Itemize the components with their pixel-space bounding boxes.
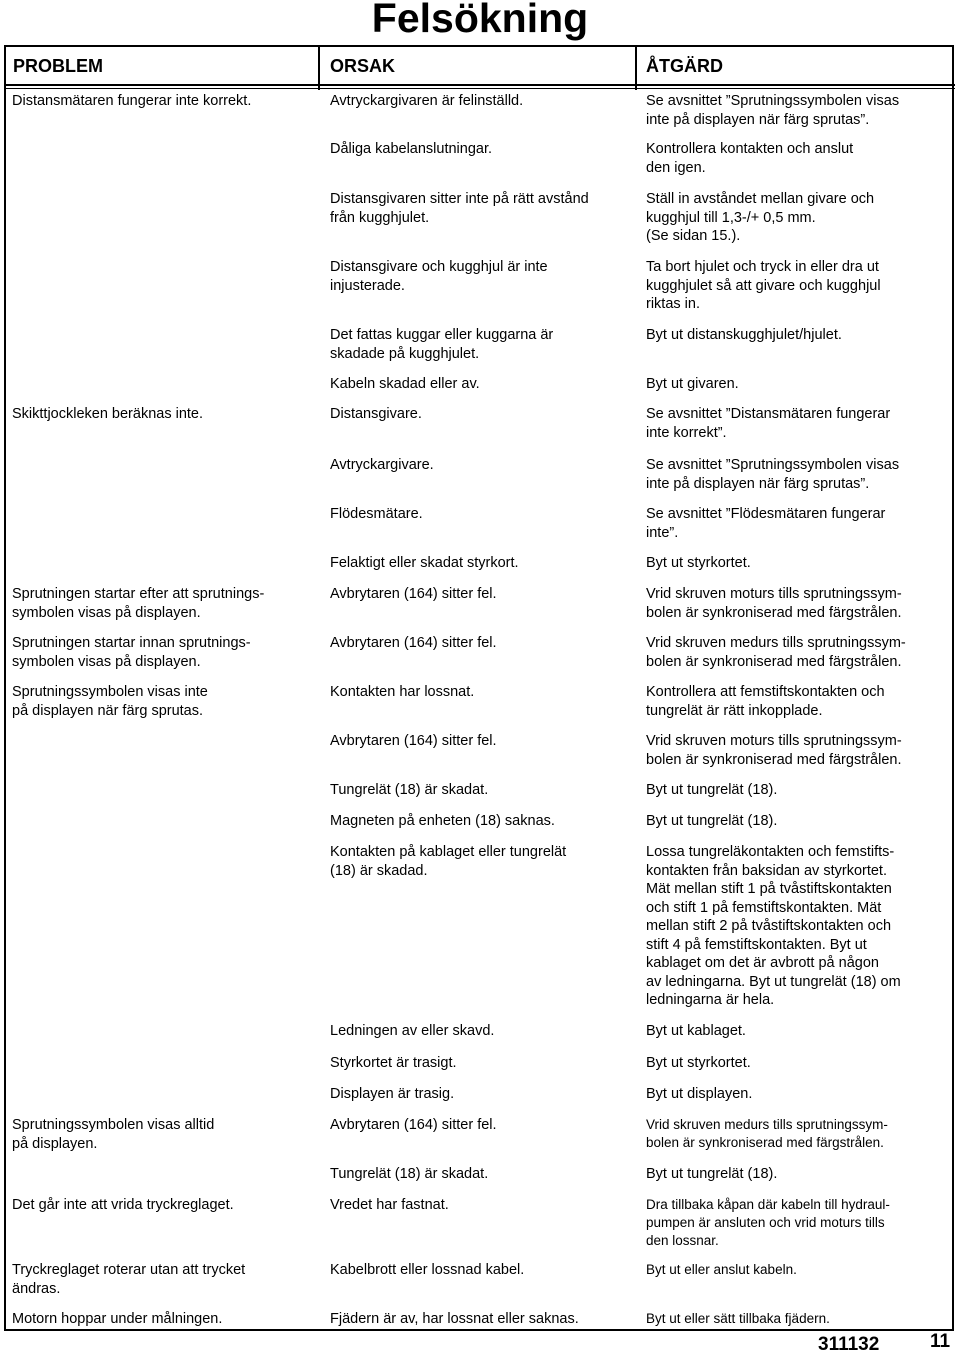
cause-cell: Ledningen av eller skavd. — [330, 1023, 495, 1039]
action-cell: Byt ut eller sätt tillbaka fjädern. — [646, 1311, 830, 1326]
document-number: 311132 — [818, 1334, 880, 1355]
action-cell: Vrid skruven medurs tills sprutningssym- bolen är synkroniserad med färgstrålen. — [646, 1117, 888, 1150]
problem-cell: Sprutningssymbolen visas alltid på displayen. — [12, 1117, 215, 1152]
cause-cell: Styrkortet är trasigt. — [330, 1055, 457, 1071]
action-cell: Vrid skruven medurs tills sprutningssym- bolen är synkroniserad med färgstrålen. — [646, 635, 906, 670]
action-cell: Ta bort hjulet och tryck in eller dra ut kugghjulet så att givare och kugghjul riktas in. — [646, 259, 881, 312]
cause-cell: Felaktigt eller skadat styrkort. — [330, 555, 519, 571]
page-number: 11 — [930, 1331, 951, 1352]
cause-cell: Distansgivare. — [330, 406, 422, 422]
action-cell: Ställ in avståndet mellan givare och kugghjul till 1,3-/+ 0,5 mm. (Se sidan 15.). — [646, 191, 875, 244]
header-divider-thin — [5, 88, 955, 89]
action-cell: Dra tillbaka kåpan där kabeln till hydraul- pumpen är ansluten och vrid moturs tills den lossnar. — [646, 1197, 890, 1248]
cause-cell: Flödesmätare. — [330, 506, 423, 522]
action-cell: Se avsnittet ”Distansmätaren fungerar inte korrekt”. — [646, 406, 891, 441]
problem-cell: Tryckreglaget roterar utan att trycket ändras. — [12, 1262, 246, 1297]
header-problem: PROBLEM — [13, 56, 103, 76]
header-divider — [5, 84, 955, 86]
cause-cell: Avtryckargivaren är felinställd. — [330, 93, 524, 109]
action-cell: Se avsnittet ”Flödesmätaren fungerar inte”. — [646, 506, 886, 541]
action-cell: Byt ut distanskugghjulet/hjulet. — [646, 327, 842, 343]
cause-cell: Tungrelät (18) är skadat. — [330, 1166, 489, 1182]
cause-cell: Magneten på enheten (18) saknas. — [330, 813, 555, 829]
column-divider — [635, 45, 637, 90]
cause-cell: Distansgivaren sitter inte på rätt avstånd från kugghjulet. — [330, 191, 589, 226]
cause-cell: Avbrytaren (164) sitter fel. — [330, 733, 497, 749]
action-cell: Byt ut styrkortet. — [646, 555, 751, 571]
column-divider — [318, 45, 320, 90]
header-action: ÅTGÄRD — [646, 56, 723, 76]
action-cell: Byt ut tungrelät (18). — [646, 813, 778, 829]
problem-cell: Skikttjockleken beräknas inte. — [12, 406, 204, 422]
cause-cell: Kabeln skadad eller av. — [330, 376, 480, 392]
table-header — [5, 50, 955, 86]
action-cell: Byt ut displayen. — [646, 1086, 753, 1102]
action-cell: Byt ut tungrelät (18). — [646, 1166, 778, 1182]
cause-cell: Dåliga kabelanslutningar. — [330, 141, 493, 157]
header-cause: ORSAK — [330, 56, 396, 76]
cause-cell: Avbrytaren (164) sitter fel. — [330, 586, 497, 602]
cause-cell: Distansgivare och kugghjul är inte injusterade. — [330, 259, 548, 294]
action-cell: Byt ut kablaget. — [646, 1023, 746, 1039]
cause-cell: Kontakten på kablaget eller tungrelät (18) är skadad. — [330, 844, 567, 879]
problem-cell: Sprutningssymbolen visas inte på displayen när färg sprutas. — [12, 684, 208, 719]
cause-cell: Displayen är trasig. — [330, 1086, 455, 1102]
action-cell: Byt ut tungrelät (18). — [646, 782, 778, 798]
page-title: Felsökning — [371, 0, 589, 41]
action-cell: Kontrollera att femstiftskontakten och tungrelät är rätt inkopplade. — [646, 684, 885, 719]
cause-cell: Avbrytaren (164) sitter fel. — [330, 635, 497, 651]
cause-cell: Kontakten har lossnat. — [330, 684, 475, 700]
problem-cell: Sprutningen startar innan sprutnings- symbolen visas på displayen. — [12, 635, 251, 670]
cause-cell: Kabelbrott eller lossnad kabel. — [330, 1262, 525, 1278]
cause-cell: Fjädern är av, har lossnat eller saknas. — [330, 1311, 579, 1327]
action-cell: Byt ut givaren. — [646, 376, 739, 392]
action-cell: Lossa tungreläkontakten och femstifts- kontakten från baksidan av styrkortet. Mät mellan stift 1 på tvåstiftskontakten och stift 1 på femstiftskontakten. Mät mellan stift 2 på tvåstiftskontakten och stift 4 på femstiftskontakten. Byt ut kablaget om det är avbrott på någon av ledningarna. Byt ut tungrelät (18) om ledningarna är hela. — [646, 844, 901, 1008]
problem-cell: Det går inte att vrida tryckreglaget. — [12, 1197, 234, 1213]
cause-cell: Det fattas kuggar eller kuggarna är skadade på kugghjulet. — [330, 327, 554, 362]
cause-cell: Vredet har fastnat. — [330, 1197, 449, 1213]
problem-cell: Motorn hoppar under målningen. — [12, 1311, 223, 1327]
action-cell: Vrid skruven moturs tills sprutningssym- bolen är synkroniserad med färgstrålen. — [646, 586, 902, 621]
action-cell: Byt ut eller anslut kabeln. — [646, 1262, 797, 1277]
action-cell: Se avsnittet ”Sprutningssymbolen visas inte på displayen när färg sprutas”. — [646, 457, 900, 492]
cause-cell: Tungrelät (18) är skadat. — [330, 782, 489, 798]
action-cell: Se avsnittet ”Sprutningssymbolen visas inte på displayen när färg sprutas”. — [646, 93, 900, 128]
cause-cell: Avbrytaren (164) sitter fel. — [330, 1117, 497, 1133]
problem-cell: Sprutningen startar efter att sprutnings- symbolen visas på displayen. — [12, 586, 265, 621]
action-cell: Vrid skruven moturs tills sprutningssym- bolen är synkroniserad med färgstrålen. — [646, 733, 902, 768]
problem-cell: Distansmätaren fungerar inte korrekt. — [12, 93, 252, 109]
cause-cell: Avtryckargivare. — [330, 457, 434, 473]
action-cell: Kontrollera kontakten och anslut den igen. — [646, 141, 854, 176]
action-cell: Byt ut styrkortet. — [646, 1055, 751, 1071]
